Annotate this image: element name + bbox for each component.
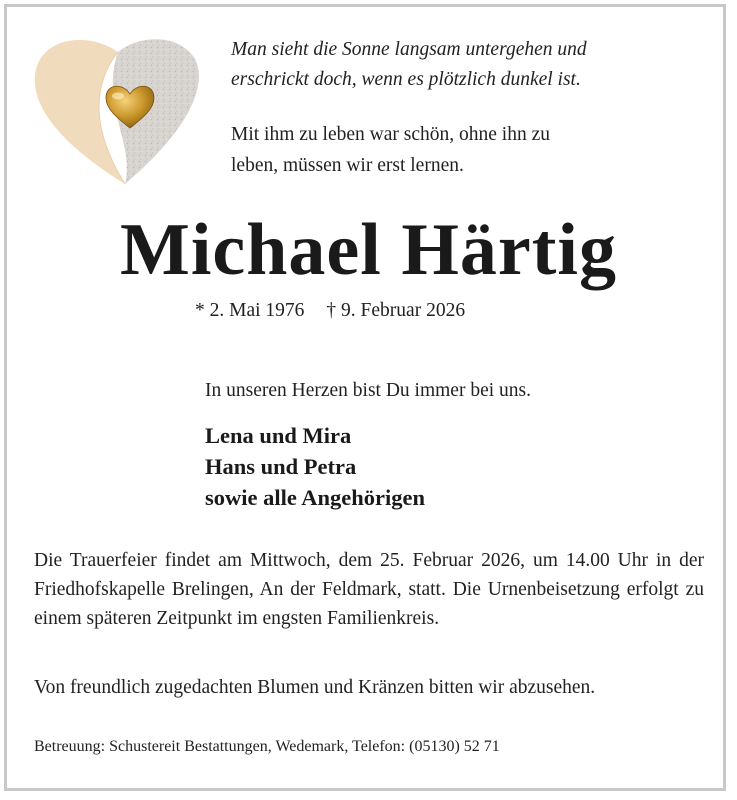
funeral-info: Die Trauerfeier findet am Mittwoch, dem 25. Februar 2026, um 14.00 Uhr in der Friedhofskapelle Brelingen, An der Feldmark, statt. Die Urnenbeisetzung erfolgt zu einem späteren Zeitpunkt im engsten Familienkreis.	[34, 550, 704, 629]
quote-italic	[231, 35, 711, 95]
flowers-note: Von freundlich zugedachten Blumen und Kränzen bitten wir abzusehen.	[34, 677, 596, 698]
quote-second-line-2: leben, müssen wir erst lernen.	[231, 155, 464, 176]
mourner-name: Hans und Petra	[205, 454, 357, 479]
undertaker-footer: Betreuung: Schustereit Bestattungen, Wedemark, Telefon: (05130) 52 71	[34, 738, 500, 755]
death-date: † 9. Februar 2026	[326, 300, 466, 321]
heart-image	[30, 34, 205, 194]
mourner-name: sowie alle Angehörigen	[205, 485, 425, 510]
tribute-line: In unseren Herzen bist Du immer bei uns.	[205, 380, 531, 401]
life-dates	[195, 300, 465, 322]
mourners-list	[205, 420, 425, 513]
quote-line-1: Man sieht die Sonne langsam untergehen und	[231, 39, 587, 60]
quote-second	[231, 119, 711, 181]
quote-second-line-1: Mit ihm zu leben war schön, ohne ihn zu	[231, 124, 550, 145]
birth-date: * 2. Mai 1976	[195, 300, 305, 321]
quote-line-2: erschrickt doch, wenn es plötzlich dunkel ist.	[231, 69, 581, 90]
deceased-name: Michael Härtig	[120, 209, 617, 291]
heart-icon	[30, 34, 205, 194]
mourner-name: Lena und Mira	[205, 423, 352, 448]
